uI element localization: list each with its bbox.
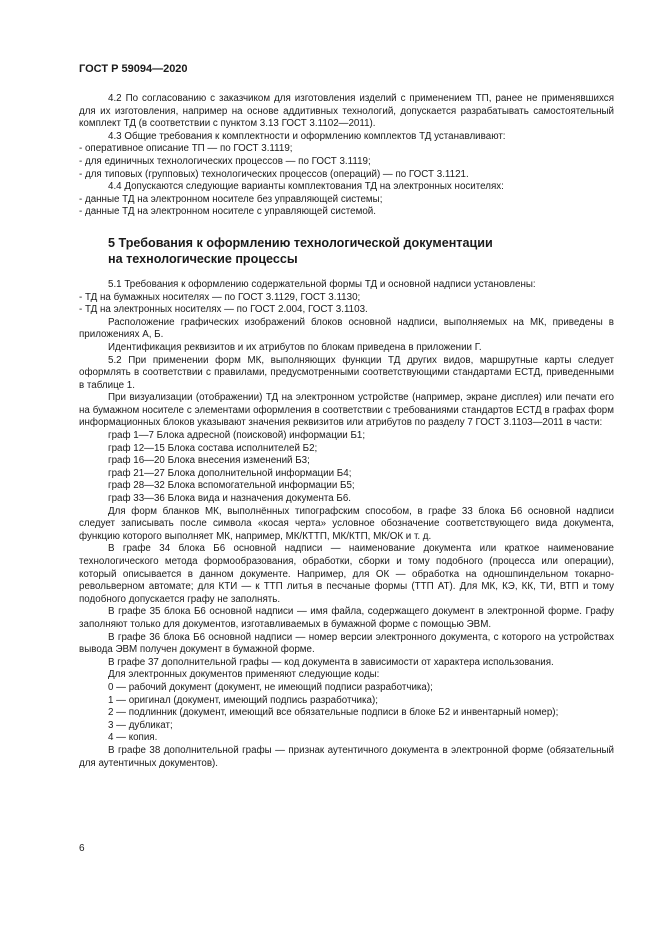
paragraph-location: Расположение графических изображений блоков основной надписи, выполняемых на МК, приведены в приложениях А, Б. bbox=[79, 316, 614, 341]
paragraph-codes-intro: Для электронных документов применяют следующие коды: bbox=[108, 669, 380, 681]
list-item: - ТД на электронных носителях — по ГОСТ 2.004, ГОСТ 3.1103. bbox=[79, 304, 368, 316]
list-item: 1 — оригинал (документ, имеющий подпись разработчика); bbox=[108, 694, 378, 706]
list-item: граф 28—32 Блока вспомогательной информации Б5; bbox=[108, 480, 355, 492]
document-header: ГОСТ Р 59094—2020 bbox=[79, 63, 188, 75]
section-title-line: на технологические процессы bbox=[108, 251, 298, 266]
list-item: - данные ТД на электронном носителе без управляющей системы; bbox=[79, 193, 383, 205]
document-body bbox=[79, 93, 614, 770]
list-item: 2 — подлинник (документ, имеющий все обязательные подписи в блоке Б2 и инвентарный номер); bbox=[108, 707, 559, 719]
paragraph-5-1: 5.1 Требования к оформлению содержательной формы ТД и основной надписи установлены: bbox=[108, 278, 536, 290]
list-item: - ТД на бумажных носителях — по ГОСТ 3.1129, ГОСТ 3.1130; bbox=[79, 291, 361, 303]
list-item: граф 1—7 Блока адресной (поисковой) информации Б1; bbox=[108, 430, 366, 442]
paragraph-graph-35: В графе 35 блока Б6 основной надписи — имя файла, содержащего документ в электронной форме. Графу заполняют только для документов, изготавливаемых в бумажной форме с помощью ЭВМ. bbox=[79, 606, 614, 630]
paragraph-4-3: 4.3 Общие требования к комплектности и оформлению комплектов ТД устанавливают: bbox=[108, 130, 506, 142]
list-item: граф 21—27 Блока дополнительной информации Б4; bbox=[108, 467, 352, 479]
list-item: - данные ТД на электронном носителе с управляющей системой. bbox=[79, 206, 376, 218]
section-5-title bbox=[79, 235, 614, 267]
list-item: 0 — рабочий документ (документ, не имеющий подписи разработчика); bbox=[108, 681, 433, 693]
list-item: граф 12—15 Блока состава исполнителей Б2; bbox=[108, 442, 318, 454]
paragraph-graph-38: В графе 38 дополнительной графы — признак аутентичного документа в электронной форме (обязательный для аутентичных документов). bbox=[79, 744, 614, 769]
paragraph-graph-36: В графе 36 блока Б6 основной надписи — номер версии электронного документа, с которого на устройствах вывода ЭВМ получен документ в бумажной форме. bbox=[79, 631, 614, 656]
list-item: 3 — дубликат; bbox=[108, 719, 173, 731]
paragraph-5-2: 5.2 При применении форм МК, выполняющих функции ТД других видов, маршрутные карты следует оформлять в соответствии с правилами, предусмотренными соответствующими стандартами ЕСТД, приведенными в таблице 1. bbox=[79, 354, 614, 391]
list-4-3 bbox=[79, 143, 614, 181]
list-item: граф 33—36 Блока вида и назначения документа Б6. bbox=[108, 493, 352, 505]
list-item: - для типовых (групповых) технологических процессов (операций) — по ГОСТ 3.1121. bbox=[79, 168, 469, 180]
list-4-4 bbox=[79, 194, 614, 219]
list-item: 4 — копия. bbox=[108, 732, 158, 744]
list-item: - оперативное описание ТП — по ГОСТ 3.1119; bbox=[79, 143, 293, 155]
paragraph-4-2: 4.2 По согласованию с заказчиком для изготовления изделий с применением ТП, ранее не применявшихся для их изготовления, например на основе аддитивных технологий, допускается разрабатывать самостоятельный комплект ТД (в соответствии с пунктом 3.13 ГОСТ 3.1102—2011). bbox=[79, 93, 614, 130]
paragraph-blanks: Для форм бланков МК, выполнённых типографским способом, в графе 33 блока Б6 основной надписи следует записывать после символа «косая черта» условное обозначение соответствующего вида документа, функцию которого выполняет МК, например, МК/КТТП, МК/КТП, МК/ОК и т. д. bbox=[79, 505, 614, 542]
section-title-line: 5 Требования к оформлению технологической документации bbox=[108, 235, 493, 250]
paragraph-4-4: 4.4 Допускаются следующие варианты комплектования ТД на электронных носителях: bbox=[108, 181, 504, 193]
list-5-1 bbox=[79, 292, 614, 317]
paragraph-identification: Идентификация реквизитов и их атрибутов по блокам приведена в приложении Г. bbox=[108, 341, 482, 353]
paragraph-graph-37: В графе 37 дополнительной графы — код документа в зависимости от характера использования. bbox=[108, 656, 554, 668]
page-number: 6 bbox=[79, 843, 85, 854]
codes-list bbox=[79, 682, 614, 745]
graph-list bbox=[79, 430, 614, 506]
list-item: - для единичных технологических процессов — по ГОСТ 3.1119; bbox=[79, 155, 371, 167]
list-item: граф 16—20 Блока внесения изменений Б3; bbox=[108, 455, 310, 467]
paragraph-graph-34: В графе 34 блока Б6 основной надписи — наименование документа или краткое наименование технологического метода формообразования, обработки, сборки и тому подобного (процесса или операции), который описывается в данном документе. Например, для ОК — обработка на одношпиндельном токарно-револьверном автомате; для КТИ — к ТТП литья в песчаные формы (ТТП АТ). Для МК, КЭ, КК, ТИ, ВТП и тому подобного допускается графу не заполнять. bbox=[79, 543, 614, 605]
paragraph-visualization: При визуализации (отображении) ТД на электронном устройстве (например, экране дисплея) или печати его на бумажном носителе с элементами оформления в соответствии с требованиями стандартов ЕСТД в графах форм информационных блоков указывают значения реквизитов или атрибутов по разделу 7 ГОСТ 3.1103—2011 в части: bbox=[79, 392, 614, 429]
